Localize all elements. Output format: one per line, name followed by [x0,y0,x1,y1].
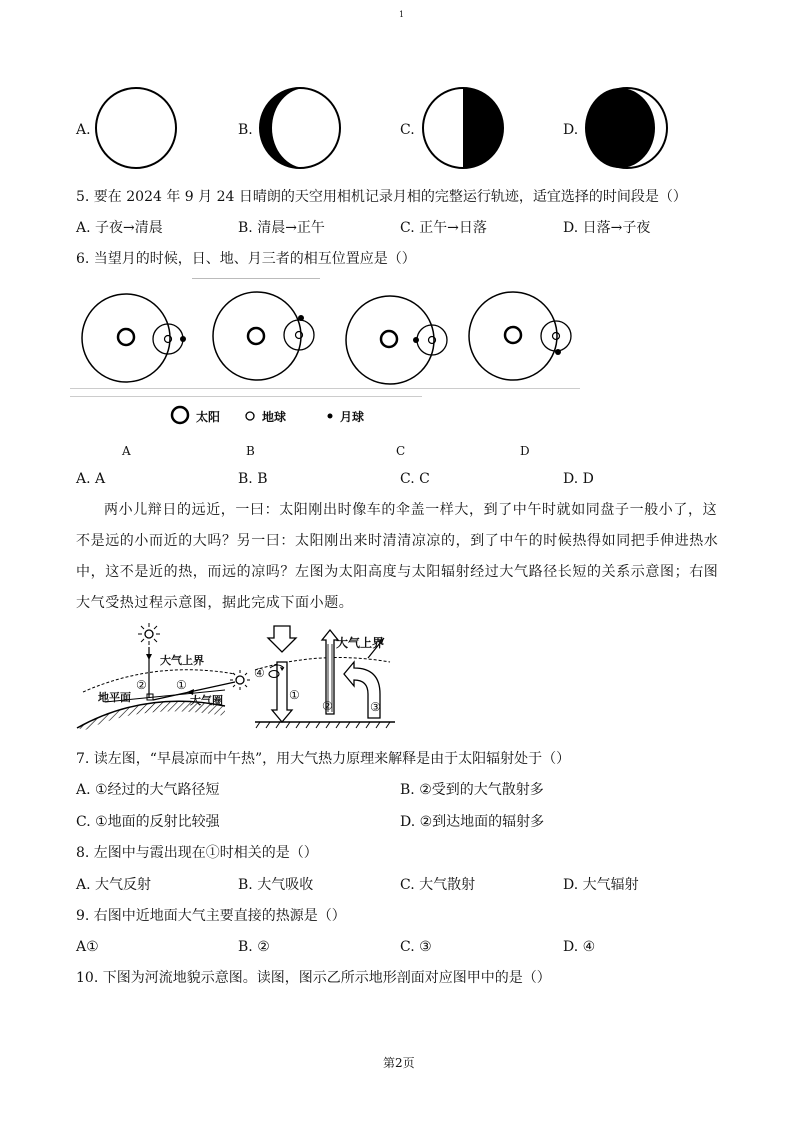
figure-label-b: B [246,444,255,458]
q5-stem: 5. 要在 2024 年 9 月 24 日晴朗的天空用相机记录月相的完整运行轨迹，适宜选择的时间段是（） [76,189,687,205]
moon-phase-figures [0,80,794,180]
position-figure-d [469,292,571,380]
sun-icon-right [230,670,250,690]
legend-earth-label: 地球 [262,410,287,424]
q4-option-b-label: B. [238,122,253,138]
diagram-legend [70,396,422,423]
q9-option-b: B. ② [238,939,270,955]
sun-earth-moon-diagram [70,278,590,460]
left-marker-2: ② [136,678,147,692]
q8-option-c: C. 大气散射 [400,877,476,893]
sun-icon-top [138,623,160,645]
q7-option-d: D. ②到达地面的辐射多 [400,814,545,830]
q5-option-b: B. 清晨→正午 [238,220,325,236]
figure-label-a: A [122,444,131,458]
q8-stem: 8. 左图中与霞出现在①时相关的是（） [76,845,318,861]
q8-option-b: B. 大气吸收 [238,877,314,893]
right-marker-4: ④ [254,666,265,680]
position-figure-b [213,292,314,380]
q9-stem: 9. 右图中近地面大气主要直接的热源是（） [76,908,346,924]
q6-option-d: D. D [563,471,594,487]
left-marker-1: ① [176,678,187,692]
legend-sun-label: 太阳 [196,410,221,424]
q10-stem: 10. 下图为河流地貌示意图。读图，图示乙所示地形剖面对应图甲中的是（） [76,970,551,986]
legend-moon-label: 月球 [340,410,365,424]
left-top-boundary-label: 大气上界 [160,654,204,667]
q7-option-c: C. ①地面的反射比较强 [76,814,220,830]
q6-option-c: C. C [400,471,430,487]
right-top-boundary-label: 大气上界 [336,636,385,650]
right-marker-1: ① [289,688,300,702]
left-atmosphere-label: 大气圈 [190,694,223,707]
q4-option-d-label: D. [563,122,579,138]
moon-phase-a [96,88,176,168]
q6-option-a: A. A [76,471,106,487]
q5-option-a: A. 子夜→清晨 [76,220,163,236]
reading-passage: 两小儿辩日的远近，一曰：太阳刚出时像车的伞盖一样大，到了中午时就如同盘子一般小了，这不是远的小而近的大吗？另一曰：太阳刚出来时清清凉凉的，到了中午的时候热得如同把手伸进热水中，这不是近的热，而远的凉吗？左图为太阳高度与太阳辐射经过大气路径长短的关系示意图；右图大气受热过程示意图，据此完成下面小题。 [76,502,719,611]
moon-phase-c [423,88,503,168]
q9-option-c: C. ③ [400,939,432,955]
q4-option-a-label: A. [76,122,91,138]
q5-option-d: D. 日落→子夜 [563,220,651,236]
q9-option-a: A① [76,939,99,955]
right-marker-3: ③ [370,700,381,714]
figure-label-c: C [396,444,406,458]
q8-option-d: D. 大气辐射 [563,877,639,893]
q6-option-b: B. B [238,471,268,487]
q4-option-c-label: C. [400,122,415,138]
q5-option-c: C. 正午→日落 [400,220,487,236]
q6-stem: 6. 当望月的时候，日、地、月三者的相互位置应是（） [76,251,416,267]
figure-label-d: D [520,444,530,458]
position-figure-c [346,296,447,384]
page-number: 第2页 [383,1056,415,1070]
q7-option-a: A. ①经过的大气路径短 [76,782,220,798]
sun-path-diagram [75,620,265,730]
q7-option-b: B. ②受到的大气散射多 [400,782,544,798]
position-figure-a [82,294,186,382]
q8-option-a: A. 大气反射 [76,877,152,893]
moon-phase-d [585,88,667,168]
q9-option-d: D. ④ [563,939,596,955]
page-mark: 1 [399,10,405,19]
right-marker-2: ② [322,699,333,713]
q7-stem: 7. 读左图，“早晨凉而中午热”，用大气热力原理来解释是由于太阳辐射处于（） [76,751,571,767]
moon-phase-b [260,88,340,168]
left-ground-label: 地平面 [98,691,131,704]
